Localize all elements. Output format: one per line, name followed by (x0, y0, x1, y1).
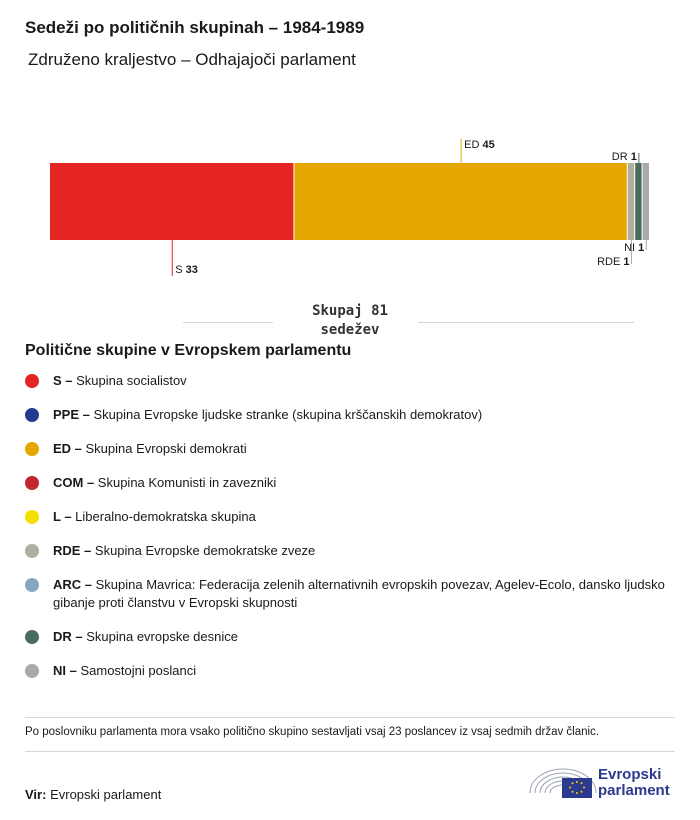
legend-label: Skupina Komunisti in zavezniki (97, 475, 277, 490)
bar-segment-ed (294, 163, 626, 240)
legend-text (53, 406, 482, 424)
legend-label: Skupina evropske desnice (86, 629, 238, 644)
legend-swatch (25, 408, 39, 422)
legend-item (25, 628, 665, 662)
logo-text (598, 767, 670, 799)
legend-abbr: NI – (53, 663, 81, 678)
source (25, 787, 161, 802)
source-label: Vir: (25, 787, 47, 802)
legend-text (53, 628, 238, 646)
legend-label: Skupina Evropske demokratske zveze (94, 543, 316, 558)
logo-line-2: parlament (598, 782, 670, 799)
legend-abbr: S – (53, 373, 77, 388)
legend-swatch (25, 664, 39, 678)
legend-item (25, 576, 665, 628)
legend-abbr: COM – (53, 475, 98, 490)
legend-text (53, 508, 256, 526)
legend-text (53, 440, 247, 458)
data-label-dr: DR 1 (611, 151, 637, 163)
bar-segment-s (50, 163, 293, 240)
legend-text (53, 474, 276, 492)
logo-line-1: Evropski (598, 766, 662, 783)
legend-abbr: ARC – (53, 577, 96, 592)
legend-swatch (25, 630, 39, 644)
page-title: Sedeži po političnih skupinah – 1984-1989 (25, 18, 365, 37)
legend (25, 372, 665, 696)
legend-item (25, 440, 665, 474)
legend-text (53, 576, 665, 612)
legend-item (25, 542, 665, 576)
data-label-rde: RDE 1 (597, 256, 630, 268)
legend-swatch (25, 510, 39, 524)
legend-label: Skupina Evropski demokrati (85, 441, 247, 456)
bar-segment-dr (635, 163, 641, 240)
legend-item (25, 508, 665, 542)
legend-abbr: RDE – (53, 543, 95, 558)
legend-item (25, 406, 665, 440)
legend-abbr: ED – (53, 441, 86, 456)
legend-text (53, 662, 196, 680)
legend-swatch (25, 374, 39, 388)
legend-swatch (25, 578, 39, 592)
legend-swatch (25, 544, 39, 558)
legend-swatch (25, 442, 39, 456)
total-rule-left (183, 322, 273, 323)
bar-segment-ni (643, 163, 649, 240)
legend-abbr: DR – (53, 629, 87, 644)
legend-label: Samostojni poslanci (80, 663, 197, 678)
total-rule-right (418, 322, 634, 323)
page-subtitle: Združeno kraljestvo – Odhajajoči parlament (28, 50, 356, 69)
legend-text (53, 372, 187, 390)
data-label-ed: ED 45 (464, 139, 495, 151)
legend-item (25, 662, 665, 696)
note-rule-top (25, 717, 675, 718)
legend-item (25, 474, 665, 508)
data-label-ni: NI 1 (624, 242, 645, 254)
note-rule-bottom (25, 751, 675, 752)
footnote: Po poslovniku parlamenta mora vsako politično skupino sestavljati vsaj 23 poslancev iz vsaj sedmih držav članic. (25, 726, 600, 738)
legend-label: Liberalno-demokratska skupina (75, 509, 256, 524)
data-label-s: S 33 (175, 264, 198, 276)
total-seats (0, 300, 700, 340)
legend-item (25, 372, 665, 406)
bar-segment-rde (628, 163, 634, 240)
legend-abbr: PPE – (53, 407, 94, 422)
legend-text (53, 542, 315, 560)
seat-distribution-chart (0, 130, 700, 290)
legend-label: Skupina Mavrica: Federacija zelenih alternativnih evropskih povezav, Agelev-Ecolo, dansko ljudsko gibanje proti članstvu v Evropski skupnosti (53, 577, 665, 610)
legend-title: Politične skupine v Evropskem parlamentu (25, 342, 352, 359)
legend-label: Skupina Evropske ljudske stranke (skupina krščanskih demokratov) (93, 407, 483, 422)
legend-abbr: L – (53, 509, 76, 524)
source-value: Evropski parlament (50, 787, 162, 802)
legend-swatch (25, 476, 39, 490)
total-label: Skupaj 81 sedežev (312, 303, 388, 338)
legend-label: Skupina socialistov (76, 373, 187, 388)
